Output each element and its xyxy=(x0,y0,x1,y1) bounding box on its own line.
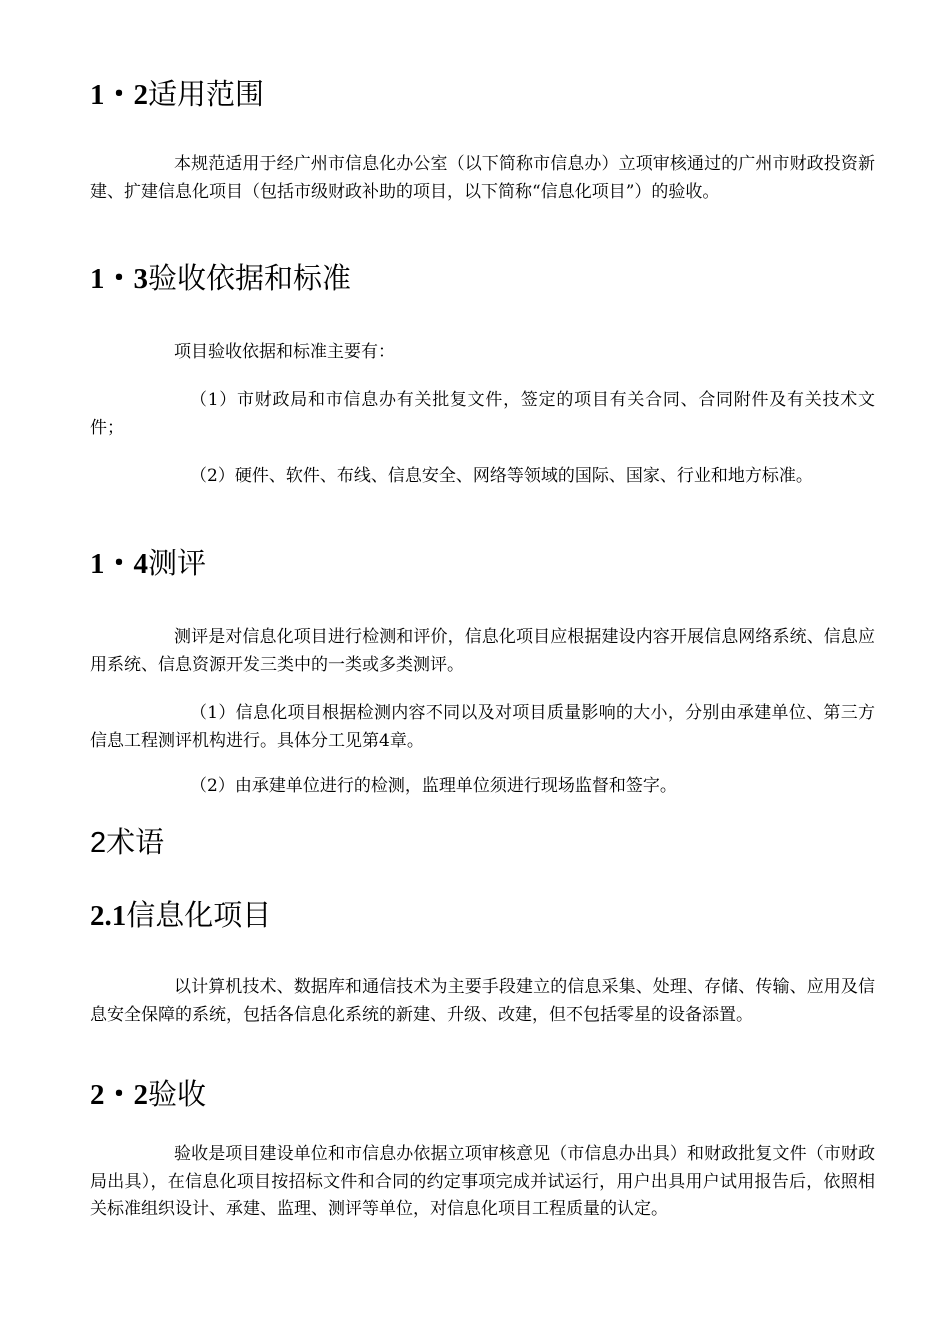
heading-number: 1・3 xyxy=(90,263,149,295)
paragraph-evaluation-item-1: （1）信息化项目根据检测内容不同以及对项目质量影响的大小，分别由承建单位、第三方信息工程测评机构进行。具体分工见第4章。 xyxy=(90,703,875,751)
heading-number: 2 xyxy=(90,827,107,859)
paragraph-info-project: 以计算机技术、数据库和通信技术为主要手段建立的信息采集、处理、存储、传输、应用及信息安全保障的系统，包括各信息化系统的新建、升级、改建，但不包括零星的设备添置。 xyxy=(90,977,875,1025)
heading-number: 2・2 xyxy=(90,1079,149,1111)
heading-1-3 xyxy=(90,260,351,297)
heading-title: 验收 xyxy=(148,1077,207,1111)
heading-1-2 xyxy=(90,76,264,113)
heading-2-2 xyxy=(90,1076,206,1113)
heading-number: 1・4 xyxy=(90,548,149,580)
heading-title: 信息化项目 xyxy=(126,898,272,932)
heading-title: 测评 xyxy=(148,546,207,580)
paragraph-evaluation: 测评是对信息化项目进行检测和评价，信息化项目应根据建设内容开展信息网络系统、信息应用系统、信息资源开发三类中的一类或多类测评。 xyxy=(90,627,875,675)
heading-number: 2.1 xyxy=(90,900,127,932)
paragraph-evaluation-item-2: （2）由承建单位进行的检测，监理单位须进行现场监督和签字。 xyxy=(190,776,677,796)
paragraph-scope: 本规范适用于经广州市信息化办公室（以下简称市信息办）立项审核通过的广州市财政投资新建、扩建信息化项目（包括市级财政补助的项目，以下简称“信息化项目”）的验收。 xyxy=(90,154,875,202)
heading-1-4 xyxy=(90,545,206,582)
heading-2-1 xyxy=(90,897,271,934)
heading-title: 适用范围 xyxy=(148,77,265,111)
paragraph-basis-item-2: （2）硬件、软件、布线、信息安全、网络等领域的国际、国家、行业和地方标准。 xyxy=(190,466,813,486)
heading-number: 1・2 xyxy=(90,79,149,111)
heading-title: 验收依据和标准 xyxy=(148,261,352,295)
paragraph-basis-intro: 项目验收依据和标准主要有： xyxy=(174,342,395,362)
heading-title: 术语 xyxy=(106,825,165,859)
paragraph-acceptance: 验收是项目建设单位和市信息办依据立项审核意见（市信息办出具）和财政批复文件（市财政局出具），在信息化项目按招标文件和合同的约定事项完成并试运行，用户出具用户试用报告后，依照相关标准组织设计、承建、监理、测评等单位，对信息化项目工程质量的认定。 xyxy=(90,1144,875,1219)
paragraph-basis-item-1: （1）市财政局和市信息办有关批复文件，签定的项目有关合同、合同附件及有关技术文件； xyxy=(90,390,875,438)
heading-2 xyxy=(90,824,164,861)
